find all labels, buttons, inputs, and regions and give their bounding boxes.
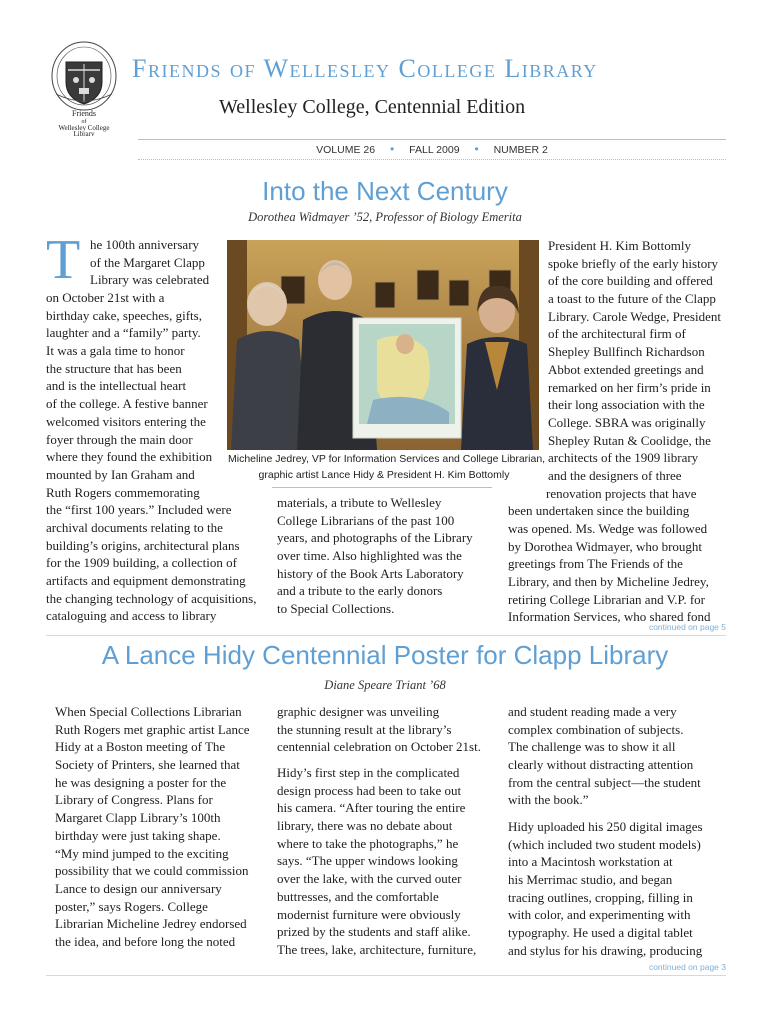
text-line: “My mind jumped to the exciting bbox=[55, 845, 229, 861]
text-line: and stylus for his drawing, producing bbox=[508, 942, 703, 958]
text-line: on October 21st with a bbox=[46, 290, 165, 305]
text-line: the changing technology of acquisitions, bbox=[46, 590, 257, 606]
text-line: artifacts and equipment demonstrating bbox=[46, 573, 246, 588]
article-column bbox=[55, 703, 275, 951]
text-line: prized by the students and staff alike. bbox=[277, 924, 471, 940]
text-line: spoke briefly of the early history bbox=[548, 255, 719, 271]
text-line: says. “The upper windows looking bbox=[277, 853, 458, 869]
text-line: of the Margaret Clapp bbox=[90, 254, 205, 270]
issue-info-bar bbox=[138, 142, 726, 158]
text-line: where to take the photographs,” he bbox=[277, 835, 459, 851]
article-title: Into the Next Century bbox=[262, 176, 508, 206]
text-line: Shepley Bullfinch Richardson bbox=[548, 344, 705, 360]
text-line: Library of Congress. Plans for bbox=[55, 792, 213, 808]
text-line: of the architectural firm of bbox=[548, 326, 686, 342]
seal-library-text: Library bbox=[73, 130, 95, 136]
article-column bbox=[508, 703, 728, 809]
seal-college-text: Wellesley College bbox=[58, 124, 110, 132]
text-line: It was a gala time to honor bbox=[46, 343, 185, 359]
text-line: Society of Printers, she learned that bbox=[55, 757, 240, 773]
text-line: library, there was no debate about bbox=[277, 818, 453, 834]
text-line: and a tribute to the early donors bbox=[277, 583, 443, 599]
text-line: tracing outlines, cropping, filling in bbox=[508, 889, 693, 905]
text-line: into a Macintosh workstation at bbox=[508, 854, 673, 870]
bullet-separator: • bbox=[390, 142, 395, 156]
text-line: over the lake, with the curved outer bbox=[277, 871, 462, 887]
library-seal-logo bbox=[48, 36, 120, 136]
drop-cap: T bbox=[46, 229, 81, 291]
newsletter-subtitle: Wellesley College, Centennial Edition bbox=[219, 96, 526, 118]
text-line: Information Services, who shared fond bbox=[508, 609, 711, 625]
text-line: birthday cake, speeches, gifts, bbox=[46, 307, 202, 323]
text-line: Library was celebrated bbox=[90, 272, 210, 288]
text-line: he 100th anniversary bbox=[90, 237, 200, 252]
text-line: history of the Book Arts Laboratory bbox=[277, 565, 464, 581]
text-line: College Librarians of the past 100 bbox=[277, 512, 455, 528]
text-line: architects of the 1909 library bbox=[548, 450, 699, 466]
text-line: materials, a tribute to Wellesley bbox=[277, 495, 442, 510]
text-line: welcomed visitors entering the bbox=[46, 413, 206, 429]
text-line: birthday were just taking shape. bbox=[55, 827, 221, 843]
divider bbox=[46, 975, 726, 976]
seal-of-text: of bbox=[81, 119, 87, 125]
text-line: Ruth Rogers met graphic artist Lance bbox=[55, 721, 250, 737]
newsletter-title: Friends of Wellesley College Library bbox=[132, 54, 598, 83]
article-column bbox=[277, 494, 507, 618]
text-line: Hidy’s first step in the complicated bbox=[277, 765, 460, 780]
text-line: poster,” says Rogers. College bbox=[55, 898, 208, 914]
text-line: Lance to design our anniversary bbox=[55, 880, 222, 896]
text-line: to Special Collections. bbox=[277, 601, 395, 617]
text-line: and the designers of three bbox=[548, 467, 682, 483]
text-line: The trees, lake, architecture, furniture, bbox=[277, 941, 477, 957]
issue-number: NUMBER 2 bbox=[493, 144, 548, 156]
article-byline: Dorothea Widmayer ’52, Professor of Biology Emerita bbox=[248, 210, 522, 224]
text-line: years, and photographs of the Library bbox=[277, 530, 473, 546]
text-line: been undertaken since the building bbox=[508, 503, 690, 519]
text-line: of the core building and offered bbox=[548, 273, 713, 289]
text-line: and student reading made a very bbox=[508, 704, 677, 719]
seal-friends-text: Friends bbox=[72, 109, 96, 118]
text-line: complex combination of subjects. bbox=[508, 721, 684, 737]
text-line: building’s origins, architectural plans bbox=[46, 537, 240, 553]
text-line: their long association with the bbox=[548, 397, 705, 413]
text-line: Abbot extended greetings and bbox=[548, 361, 704, 377]
photo-caption bbox=[228, 452, 546, 483]
event-photo bbox=[227, 240, 539, 450]
text-line: The challenge was to show it all bbox=[508, 739, 676, 755]
text-line: design process had been to take out bbox=[277, 782, 462, 798]
text-line: Margaret Clapp Library’s 100th bbox=[55, 810, 221, 826]
text-line: the idea, and before long the noted bbox=[55, 933, 236, 949]
text-line: Shepley Rutan & Coolidge, the bbox=[548, 432, 711, 448]
text-line: the “first 100 years.” Included were bbox=[46, 502, 232, 518]
text-line: laughter and a “family” party. bbox=[46, 325, 201, 341]
text-line: mounted by Ian Graham and bbox=[46, 466, 195, 482]
article-column bbox=[508, 818, 728, 960]
article-column bbox=[508, 237, 733, 626]
text-line: retiring College Librarian and V.P. for bbox=[508, 591, 706, 607]
text-line: Hidy uploaded his 250 digital images bbox=[508, 819, 703, 834]
text-line: graphic designer was unveiling bbox=[277, 704, 440, 719]
text-line: from the central subject—the student bbox=[508, 774, 701, 790]
article-column bbox=[90, 236, 230, 289]
divider bbox=[138, 159, 726, 160]
article-title: A Lance Hidy Centennial Poster for Clapp Library bbox=[101, 640, 669, 670]
text-line: (which included two student models) bbox=[508, 836, 701, 852]
text-line: by Dorothea Widmayer, who brought bbox=[508, 538, 703, 554]
text-line: Librarian Micheline Jedrey endorsed bbox=[55, 916, 247, 932]
text-line: When Special Collections Librarian bbox=[55, 704, 242, 719]
text-line: buttresses, and the comfortable bbox=[277, 888, 439, 904]
text-line: College. SBRA was originally bbox=[548, 414, 706, 430]
text-line: over time. Also highlighted was the bbox=[277, 548, 462, 564]
text-line: Library. Carole Wedge, President bbox=[548, 308, 721, 324]
photo-caption-line: graphic artist Lance Hidy & President H. Kim Bottomly bbox=[258, 468, 510, 481]
text-line: with the book.” bbox=[508, 792, 589, 808]
text-line: greetings from The Friends of the bbox=[508, 556, 683, 572]
text-line: his Merrimac studio, and began bbox=[508, 872, 673, 888]
divider bbox=[46, 635, 726, 636]
text-line: renovation projects that have bbox=[546, 485, 697, 501]
article-column bbox=[277, 764, 502, 959]
text-line: was opened. Ms. Wedge was followed bbox=[508, 521, 708, 536]
text-line: centennial celebration on October 21st. bbox=[277, 739, 481, 755]
text-line: of the college. A festive banner bbox=[46, 396, 208, 412]
text-line: a toast to the future of the Clapp bbox=[548, 291, 716, 307]
continued-note: continued on page 3 bbox=[648, 962, 726, 972]
text-line: the stunning result at the library’s bbox=[277, 721, 452, 737]
text-line: foyer through the main door bbox=[46, 431, 193, 447]
issue-volume: VOLUME 26 bbox=[316, 144, 376, 156]
text-line: cataloguing and access to library bbox=[46, 608, 217, 624]
divider bbox=[272, 487, 492, 488]
text-line: remarked on her firm’s pride in bbox=[548, 379, 711, 395]
text-line: and is the intellectual heart bbox=[46, 378, 187, 394]
text-line: President H. Kim Bottomly bbox=[548, 238, 691, 253]
text-line: clearly without distracting attention bbox=[508, 757, 694, 773]
bullet-separator: • bbox=[474, 142, 479, 156]
article-column bbox=[277, 703, 502, 756]
divider bbox=[138, 139, 726, 140]
text-line: his camera. “After touring the entire bbox=[277, 800, 466, 816]
continued-note: continued on page 5 bbox=[648, 622, 726, 632]
text-line: Hidy at a Boston meeting of The bbox=[55, 739, 226, 755]
issue-season: FALL 2009 bbox=[409, 144, 460, 156]
text-line: for the 1909 building, a collection of bbox=[46, 555, 237, 571]
text-line: Ruth Rogers commemorating bbox=[46, 484, 200, 500]
photo-caption-line: Micheline Jedrey, VP for Information Services and College Librarian, bbox=[228, 453, 546, 465]
text-line: Library, and then by Micheline Jedrey, bbox=[508, 574, 709, 590]
article-byline: Diane Speare Triant ’68 bbox=[324, 678, 446, 692]
text-line: modernist furniture were obviously bbox=[277, 906, 461, 922]
text-line: possibility that we could commission bbox=[55, 863, 249, 879]
text-line: with color, and experimenting with bbox=[508, 907, 691, 923]
text-line: the structure that has been bbox=[46, 360, 182, 376]
text-line: typography. He used a digital tablet bbox=[508, 925, 693, 941]
text-line: archival documents relating to the bbox=[46, 519, 223, 535]
text-line: where they found the exhibition bbox=[46, 449, 213, 465]
text-line: he was designing a poster for the bbox=[55, 774, 227, 790]
